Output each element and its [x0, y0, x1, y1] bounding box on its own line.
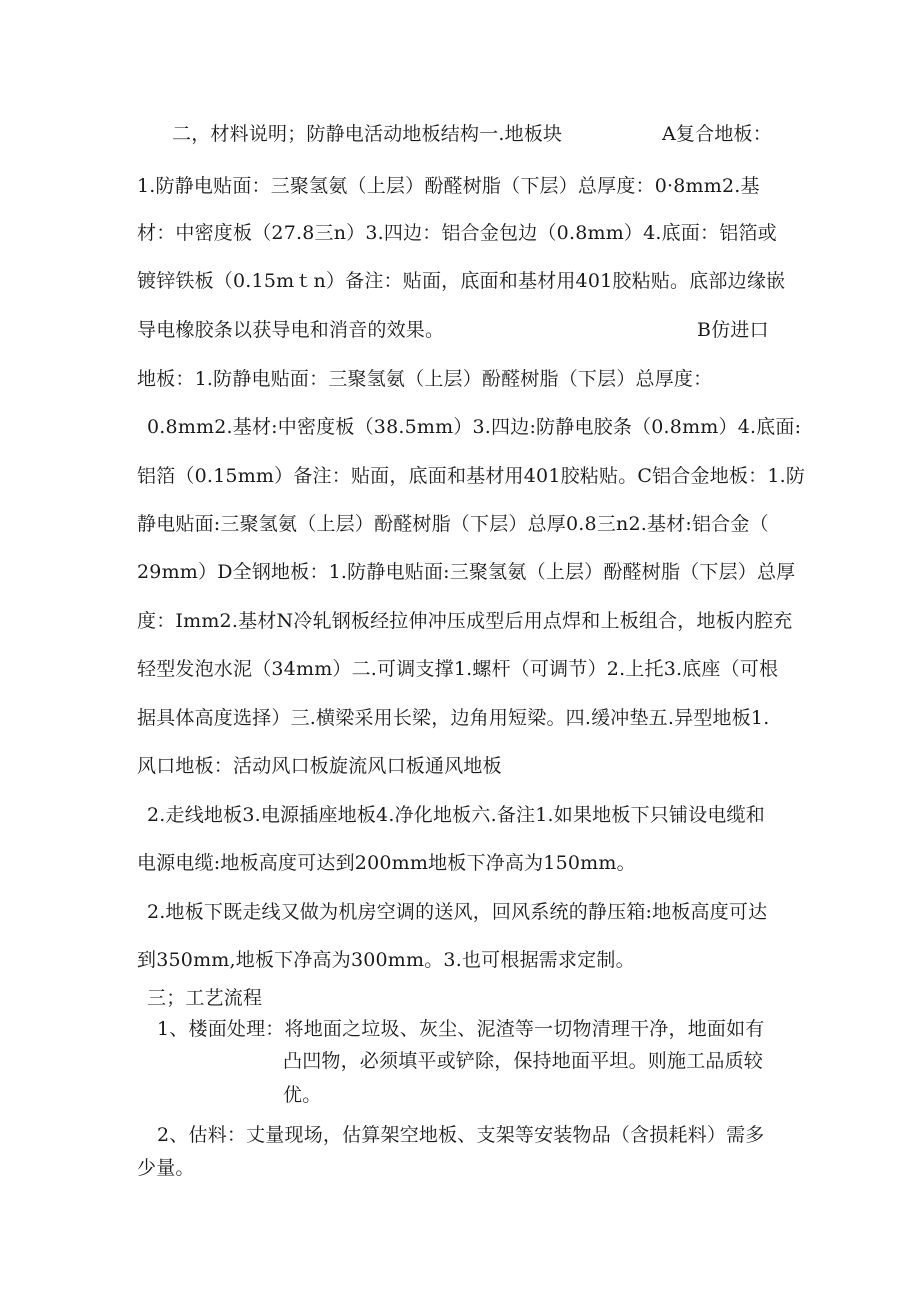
paragraph-line: 据具体高度选择）三.横梁采用长梁，边角用短梁。四.缓冲垫五.异型地板1. [137, 707, 770, 729]
paragraph-line: 静电贴面:三聚氢氨（上层）酚醛树脂（下层）总厚0.8三n2.基材:铝合金（ [137, 513, 769, 535]
paragraph-line: 材：中密度板（27.8三n）3.四边：铝合金包边（0.8mm）4.底面：铝箔或 [137, 222, 777, 244]
paragraph-line: 风口地板：活动风口板旋流风口板通风地板 [137, 755, 502, 777]
step-1-line: 优。 [283, 1084, 322, 1106]
paragraph-line: 0.8mm2.基材:中密度板（38.5mm）3.四边:防静电胶条（0.8mm）4.底面: [147, 416, 802, 438]
paragraph-line: 镀锌铁板（0.15mｔn）备注：贴面，底面和基材用401胶粘贴。底部边缘嵌 [137, 270, 786, 292]
subheading-imported-floor: B仿进口 [697, 319, 769, 341]
paragraph-line: 度：Imm2.基材N冷轧钢板经拉伸冲压成型后用点焊和上板组合，地板内腔充 [137, 610, 793, 632]
paragraph-line: 1.防静电贴面：三聚氢氨（上层）酚醛树脂（下层）总厚度：0·8mm2.基 [137, 175, 760, 197]
section-heading-process: 三；工艺流程 [147, 987, 263, 1009]
step-1-line: 1、楼面处理：将地面之垃圾、灰尘、泥渣等一切物清理干净，地面如有 [157, 1018, 765, 1040]
step-1-line: 凸凹物，必须填平或铲除，保持地面平坦。则施工品质较 [283, 1050, 764, 1072]
section-heading-materials: 二，材料说明；防静电活动地板结构一.地板块 [172, 123, 563, 145]
paragraph-line: 到350mm,地板下净高为300mm。3.也可根据需求定制。 [137, 949, 635, 971]
paragraph-line: 轻型发泡水泥（34mm）二.可调支撑1.螺杆（可调节）2.上托3.底座（可根 [137, 658, 779, 680]
paragraph-line: 电源电缆:地板高度可达到200mm地板下净高为150mm。 [137, 852, 636, 874]
paragraph-line: 铝箔（0.15mm）备注：贴面，底面和基材用401胶粘贴。C铝合金地板：1.防 [137, 465, 806, 487]
paragraph-line: 29mm）D全钢地板：1.防静电贴面:三聚氢氨（上层）酚醛树脂（下层）总厚 [137, 561, 796, 583]
paragraph-line: 导电橡胶条以获导电和消音的效果。 [137, 319, 445, 341]
subheading-composite-floor: A复合地板： [662, 123, 772, 145]
paragraph-line: 2.地板下既走线又做为机房空调的送风，回风系统的静压箱:地板高度可达 [147, 901, 768, 923]
paragraph-line: 地板：1.防静电贴面：三聚氢氨（上层）酚醛树脂（下层）总厚度： [137, 368, 713, 390]
paragraph-line: 2.走线地板3.电源插座地板4.净化地板六.备注1.如果地板下只铺设电缆和 [147, 804, 765, 826]
step-2-line: 2、估料：丈量现场，估算架空地板、支架等安装物品（含损耗料）需多 [157, 1124, 765, 1146]
step-2-line: 少量。 [137, 1157, 195, 1179]
